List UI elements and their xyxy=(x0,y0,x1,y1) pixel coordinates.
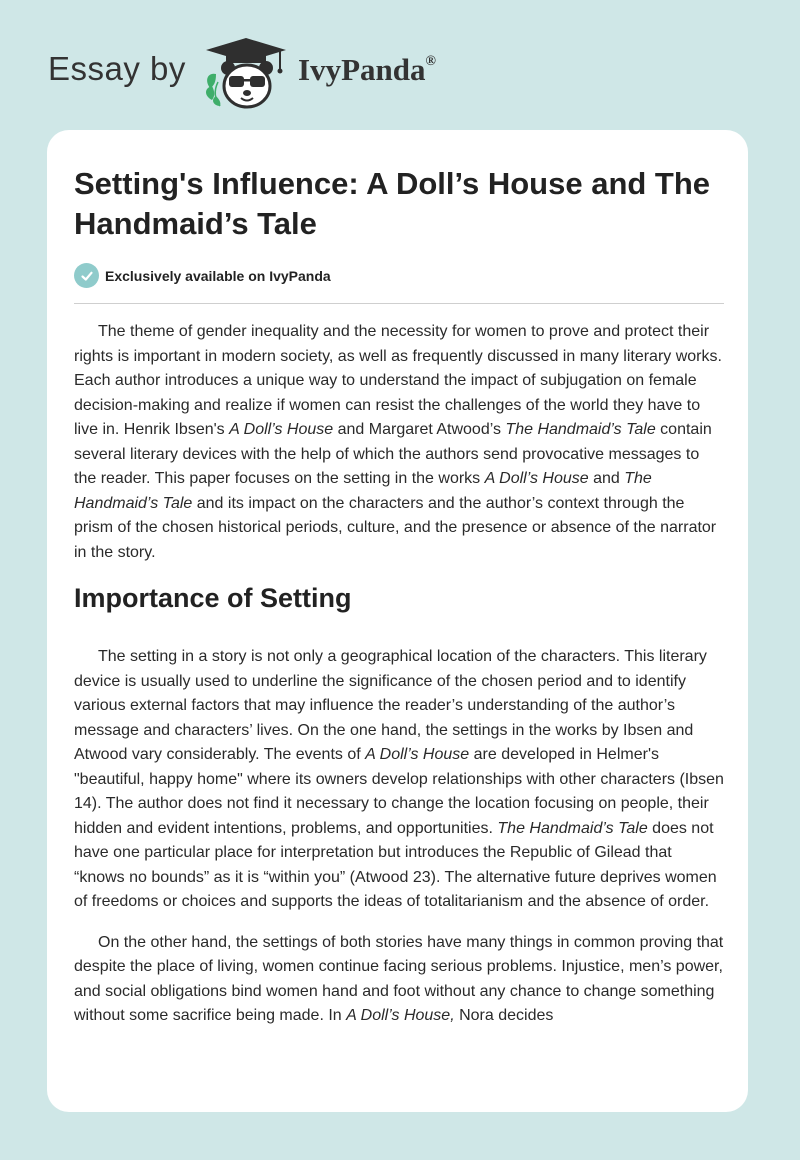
italic-title-ref: A Doll’s House xyxy=(365,746,470,763)
italic-title-ref: A Doll’s House xyxy=(484,470,589,487)
article-body xyxy=(74,320,724,1045)
text-run: and xyxy=(588,470,625,487)
essay-card xyxy=(47,130,748,1112)
text-run: are developed in Helmer's "beautiful, happy home" where its owners develop relationships with other characters (Ibsen 14). The author does not find it necessary to change the location focusing on people, their hidden and evident intentions, problems, and opportunities. xyxy=(74,746,724,837)
italic-title-ref: The Handmaid’s Tale xyxy=(74,470,652,512)
checkmark-icon xyxy=(74,263,99,288)
section-heading-importance-of-setting: Importance of Setting xyxy=(74,583,352,613)
paragraph-intro xyxy=(74,320,724,565)
italic-title-ref: The Handmaid’s Tale xyxy=(505,421,656,438)
paragraph-setting-1 xyxy=(74,645,724,915)
brand-name[interactable]: IvyPanda® xyxy=(298,52,436,87)
ivypanda-logo-icon[interactable] xyxy=(200,36,292,110)
divider xyxy=(74,303,724,304)
text-run: does not have one particular place for interpretation but introduces the Republic of Gilead that “knows no bounds” as it is “within you” (Atwood 23). The alternative future deprives women of freedoms or choices and supports the ideas of totalitarianism and the absence of order. xyxy=(74,819,717,910)
exclusive-badge-text: Exclusively available on IvyPanda xyxy=(105,267,331,284)
italic-title-ref: A Doll’s House xyxy=(229,421,334,438)
text-run: The setting in a story is not only a geographical location of the characters. This literary device is usually used to underline the significance of the chosen period and to identify various external factors that may influence the reader’s understanding of the author’s message and characters’ lives. On the one hand, the settings in the works by Ibsen and Atwood vary considerably. The events of xyxy=(74,648,707,763)
text-run: On the other hand, the settings of both stories have many things in common proving that despite the place of living, women continue facing serious problems. Injustice, men’s power, and social obligations bind women hand and foot without any chance to change something without some sacrifice being made. In xyxy=(74,933,724,1024)
text-run: and its impact on the characters and the author’s context through the prism of the chosen historical periods, culture, and the presence or absence of the narrator in the story. xyxy=(74,494,717,561)
essay-by-label: Essay by xyxy=(48,50,186,87)
site-header xyxy=(0,0,800,130)
text-run: contain several literary devices with the help of which the authors send provocative messages to the reader. This paper focuses on the setting in the works xyxy=(74,421,712,487)
italic-title-ref: A Doll’s House, xyxy=(346,1007,455,1024)
paragraph-setting-2 xyxy=(74,931,724,1029)
page-title: Setting's Influence: A Doll’s House and The Handmaid’s Tale xyxy=(74,166,711,241)
text-run: Nora decides xyxy=(454,1007,554,1024)
text-run: The theme of gender inequality and the necessity for women to prove and protect their rights is important in modern society, as well as frequently discussed in many literary works. Each author introduces a unique way to understand the impact of subjugation on female decision-making and realize if women can resist the challenges of the world they have to live in. Henrik Ibsen's xyxy=(74,323,722,438)
registered-mark: ® xyxy=(425,54,436,69)
italic-title-ref: The Handmaid’s Tale xyxy=(497,819,648,837)
exclusive-badge xyxy=(74,263,331,288)
text-run: and Margaret Atwood’s xyxy=(333,421,506,438)
